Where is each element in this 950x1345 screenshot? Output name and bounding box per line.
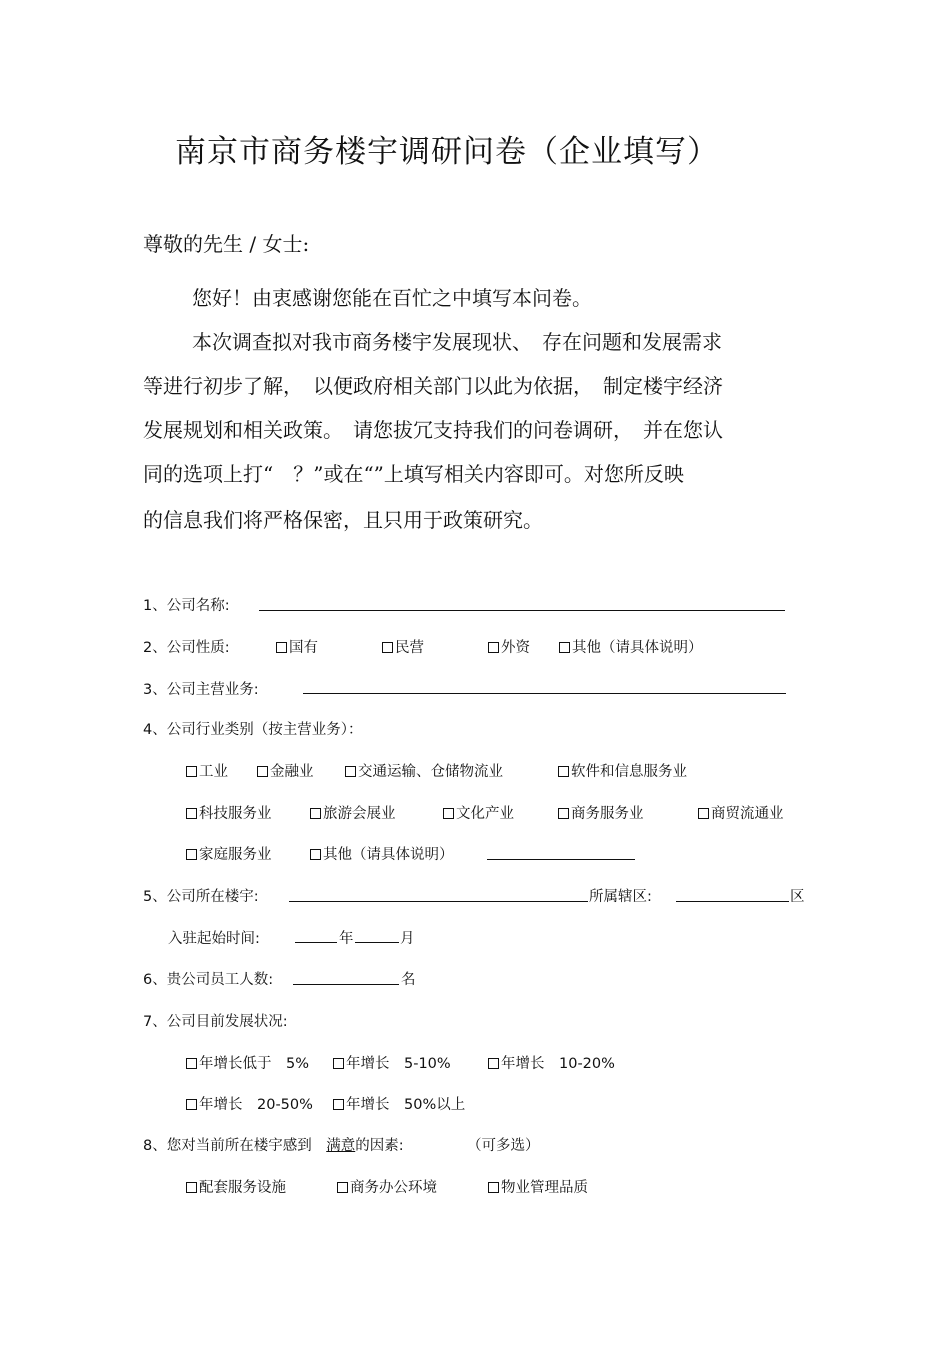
- q2-label: 2、公司性质:: [143, 640, 230, 656]
- q4-option[interactable]: 商务服务业: [558, 802, 644, 823]
- q7-option[interactable]: 年增长 50%以上: [333, 1093, 465, 1114]
- q7-option[interactable]: 年增长低于 5%: [186, 1052, 309, 1073]
- q1-label: 1、公司名称:: [143, 598, 230, 614]
- q8-label: 8、您对当前所在楼宇感到 满意的因素:: [143, 1138, 404, 1154]
- start-month-field[interactable]: [355, 942, 399, 943]
- month-label: 月: [400, 931, 415, 947]
- checkbox-icon: [186, 1182, 197, 1193]
- checkbox-icon: [276, 642, 287, 653]
- q4-label: 4、公司行业类别（按主营业务）：: [143, 722, 363, 738]
- checkbox-icon: [488, 1058, 499, 1069]
- building-field[interactable]: [289, 901, 588, 902]
- checkbox-icon: [382, 642, 393, 653]
- checkbox-icon: [698, 808, 709, 819]
- year-label: 年: [339, 931, 354, 947]
- checkbox-icon: [559, 642, 570, 653]
- q7-option[interactable]: 年增长 5-10%: [333, 1052, 451, 1073]
- q8-emphasis: 满意: [326, 1138, 356, 1154]
- checkbox-icon: [558, 808, 569, 819]
- q8-option[interactable]: 配套服务设施: [186, 1176, 286, 1197]
- checkbox-icon: [186, 1058, 197, 1069]
- q4-option[interactable]: 其他（请具体说明）: [310, 843, 454, 864]
- intro-line: 同的选项上打“ ？”或在“”上填写相关内容即可。对您所反映: [143, 462, 684, 486]
- q4-option[interactable]: 科技服务业: [186, 802, 272, 823]
- intro-line: 的信息我们将严格保密，且只用于政策研究。: [143, 508, 543, 532]
- q7-option[interactable]: 年增长 20-50%: [186, 1093, 313, 1114]
- intro-line: 等进行初步了解， 以便政府相关部门以此为依据， 制定楼宇经济: [143, 374, 723, 398]
- employee-suffix: 名: [401, 972, 416, 988]
- salutation: 尊敬的先生 / 女士:: [143, 232, 310, 256]
- q4-option[interactable]: 工业: [186, 760, 228, 781]
- employee-count-field[interactable]: [293, 984, 399, 985]
- checkbox-icon: [337, 1182, 348, 1193]
- q4-option[interactable]: 软件和信息服务业: [558, 760, 687, 781]
- checkbox-icon: [186, 1099, 197, 1110]
- district-suffix: 区: [790, 889, 805, 905]
- q3-label: 3、公司主营业务:: [143, 682, 259, 698]
- q7-label: 7、公司目前发展状况:: [143, 1014, 288, 1030]
- checkbox-icon: [558, 766, 569, 777]
- q4-other-field[interactable]: [487, 859, 635, 860]
- district-field[interactable]: [676, 901, 789, 902]
- q2-option-foreign[interactable]: 外资: [488, 636, 530, 657]
- checkbox-icon: [333, 1099, 344, 1110]
- q4-option[interactable]: 文化产业: [443, 802, 514, 823]
- q4-option[interactable]: 交通运输、仓储物流业: [345, 760, 503, 781]
- q2-option-other[interactable]: 其他（请具体说明）: [559, 636, 703, 657]
- q5-label: 5、公司所在楼宇:: [143, 889, 259, 905]
- district-label: 所属辖区:: [589, 889, 652, 905]
- q6-label: 6、贵公司员工人数:: [143, 972, 274, 988]
- q8-option[interactable]: 商务办公环境: [337, 1176, 437, 1197]
- checkbox-icon: [488, 1182, 499, 1193]
- checkbox-icon: [333, 1058, 344, 1069]
- start-year-field[interactable]: [295, 942, 337, 943]
- q8-note: （可多选）: [467, 1138, 540, 1154]
- page-title: 南京市商务楼宇调研问卷（企业填写）: [175, 134, 719, 170]
- main-business-field[interactable]: [303, 693, 786, 694]
- q4-option[interactable]: 旅游会展业: [310, 802, 396, 823]
- intro-line: 本次调查拟对我市商务楼宇发展现状、 存在问题和发展需求: [192, 330, 722, 354]
- company-name-field[interactable]: [259, 610, 785, 611]
- q2-option-state-owned[interactable]: 国有: [276, 636, 318, 657]
- q8-option[interactable]: 物业管理品质: [488, 1176, 588, 1197]
- q4-option[interactable]: 家庭服务业: [186, 843, 272, 864]
- q4-option[interactable]: 商贸流通业: [698, 802, 784, 823]
- checkbox-icon: [310, 849, 321, 860]
- start-time-label: 入驻起始时间:: [168, 931, 260, 947]
- intro-line: 发展规划和相关政策。 请您拔冗支持我们的问卷调研， 并在您认: [143, 418, 723, 442]
- checkbox-icon: [186, 849, 197, 860]
- q7-option[interactable]: 年增长 10-20%: [488, 1052, 615, 1073]
- checkbox-icon: [488, 642, 499, 653]
- checkbox-icon: [443, 808, 454, 819]
- checkbox-icon: [186, 766, 197, 777]
- checkbox-icon: [345, 766, 356, 777]
- intro-greeting: 您好！由衷感谢您能在百忙之中填写本问卷。: [192, 286, 592, 310]
- q4-option[interactable]: 金融业: [257, 760, 314, 781]
- checkbox-icon: [257, 766, 268, 777]
- checkbox-icon: [310, 808, 321, 819]
- checkbox-icon: [186, 808, 197, 819]
- q2-option-private[interactable]: 民营: [382, 636, 424, 657]
